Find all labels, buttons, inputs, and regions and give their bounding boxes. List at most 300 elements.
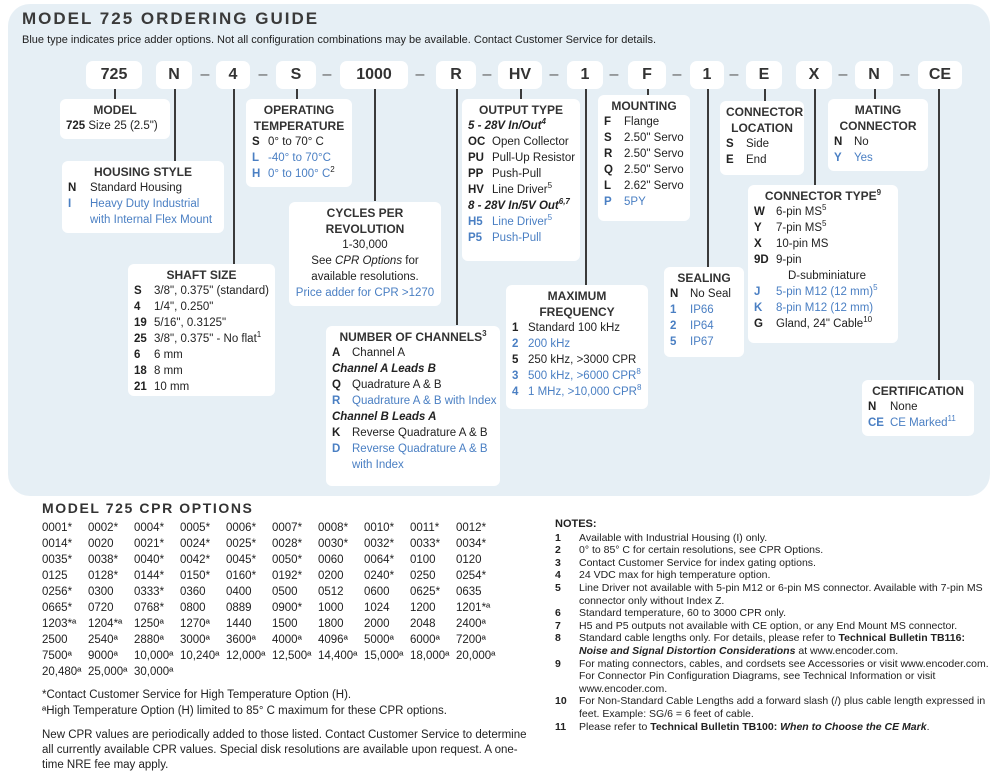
cpr-value: 7500ª	[42, 650, 72, 662]
mounting-code: Q	[604, 164, 613, 176]
connector-location-desc: Side	[746, 138, 770, 150]
page-title: MODEL 725 ORDERING GUIDE	[22, 9, 320, 28]
cpr-value: 0034*	[456, 538, 487, 550]
cpr-value: 0250	[410, 570, 436, 582]
code-segment-connector-location: E	[746, 61, 782, 89]
note-text-part: Standard temperature, 60 to 3000 CPR only.	[579, 607, 787, 620]
shaft-desc: 1/4", 0.250"	[154, 301, 214, 313]
channel-desc-cont: with Index	[352, 459, 404, 471]
code-segment-model: 725	[86, 61, 142, 89]
code-dash: –	[415, 66, 425, 83]
leader-line-cycles	[374, 89, 376, 201]
cpr-value: 0025*	[226, 538, 257, 550]
cpr-footnote: ªHigh Temperature Option (H) limited to 85° C maximum for these CPR options.	[42, 705, 447, 717]
cpr-value: 0001*	[42, 522, 73, 534]
connector-type-desc: Gland, 24" Cable	[776, 318, 864, 330]
note-text-part: Standard cable lengths only. For details, please refer to	[579, 632, 839, 645]
cycles-see: for	[402, 255, 419, 267]
leader-line-cert	[938, 89, 940, 380]
cpr-value: 20,480ª	[42, 666, 82, 678]
certification-code: CE	[868, 417, 884, 429]
cpr-value: 0100	[410, 554, 436, 566]
cpr-value: 0011*	[410, 522, 440, 534]
footnote-ref: 6,7	[558, 197, 570, 207]
temp-code: L	[252, 152, 260, 164]
cpr-value: 7200ª	[456, 634, 486, 646]
output-code: OC	[468, 136, 486, 148]
cpr-row	[42, 616, 502, 632]
cpr-value: 0028*	[272, 538, 303, 550]
cpr-value: 0040*	[134, 554, 165, 566]
cpr-value: 1201*ª	[456, 602, 491, 614]
code-dash: –	[482, 66, 492, 83]
cpr-value: 9000ª	[88, 650, 118, 662]
cpr-value: 25,000ª	[88, 666, 128, 678]
note-text	[579, 721, 995, 734]
footnote-ref: 2	[330, 165, 335, 175]
cycles-heading: REVOLUTION	[325, 222, 405, 236]
mounting-code: S	[604, 132, 612, 144]
mounting-desc: 2.50" Servo	[624, 148, 684, 160]
mating-heading: MATING	[854, 103, 902, 117]
output-subheading: 8 - 28V In/5V Out	[468, 200, 559, 212]
cpr-value: 0160*	[226, 570, 257, 582]
cpr-value: 1204*ª	[88, 618, 123, 630]
cpr-value: 0033*	[410, 538, 441, 550]
shaft-code: S	[134, 285, 142, 297]
mounting-desc: Flange	[624, 116, 660, 128]
model-code: 725	[66, 120, 86, 132]
shaft-desc: 3/8", 0.375" (standard)	[154, 285, 269, 297]
mating-connector-box	[828, 99, 928, 171]
channel-desc: Quadrature A & B	[352, 379, 442, 391]
temp-desc: 0° to 70° C	[268, 136, 324, 148]
note-text	[579, 695, 995, 720]
output-code: PU	[468, 152, 484, 164]
note-bulletin-ref: Technical Bulletin TB100:	[650, 720, 781, 733]
note-item	[555, 532, 995, 545]
footnote-ref: 5	[873, 283, 878, 293]
cpr-row	[42, 600, 502, 616]
shaft-code: 19	[134, 317, 147, 329]
cpr-value: 0014*	[42, 538, 73, 550]
certification-code: N	[868, 401, 877, 413]
frequency-code: 5	[512, 354, 519, 366]
note-text-part: Available with Industrial Housing (I) only.	[579, 531, 768, 544]
cpr-value: 30,000ª	[134, 666, 174, 678]
cpr-value: 0008*	[318, 522, 349, 534]
cpr-value: 1800	[318, 618, 344, 630]
shaft-size-box	[128, 264, 275, 396]
code-segment-mounting: F	[628, 61, 666, 89]
code-dash: –	[258, 66, 268, 83]
note-text-part: For Non-Standard Cable Lengths add a forward slash (/) plus cable length expressed in feet. Example: SG/6 = 6 feet of cable.	[579, 695, 986, 720]
output-desc: Line Driver	[492, 216, 548, 228]
code-dash: –	[672, 66, 682, 83]
leader-line-housing	[174, 89, 176, 161]
code-dash: –	[900, 66, 910, 83]
cpr-value: 0150*	[180, 570, 211, 582]
note-number: 5	[555, 581, 561, 594]
channel-desc: Quadrature A & B with Index	[352, 395, 497, 407]
shaft-desc: 8 mm	[154, 365, 183, 377]
note-text	[579, 620, 995, 633]
mounting-desc: 2.50" Servo	[624, 132, 684, 144]
mounting-code: R	[604, 148, 613, 160]
temp-desc: 0° to 100° C	[268, 168, 331, 180]
note-item	[555, 658, 995, 696]
cpr-value: 10,000ª	[134, 650, 174, 662]
connector-type-box	[748, 185, 898, 343]
note-number: 3	[555, 556, 561, 569]
cpr-value: 2500	[42, 634, 68, 646]
connector-type-code: 9D	[754, 254, 769, 266]
connector-location-desc: End	[746, 154, 767, 166]
output-code: P5	[468, 232, 483, 244]
cpr-value: 0720	[88, 602, 114, 614]
footnote-ref: 4	[541, 117, 546, 127]
cpr-value: 0254*	[456, 570, 487, 582]
note-text-part: Contact Customer Service for index gating options.	[579, 556, 816, 569]
note-text	[579, 544, 995, 557]
cpr-value: 12,500ª	[272, 650, 312, 662]
cpr-options-ref: CPR Options	[334, 255, 403, 267]
code-dash: –	[838, 66, 848, 83]
certification-heading: CERTIFICATION	[872, 384, 964, 398]
channels-heading: NUMBER OF CHANNELS	[339, 330, 483, 344]
cpr-value: 2048	[410, 618, 436, 630]
cpr-value: 5000ª	[364, 634, 394, 646]
note-text-part: Please refer to	[579, 720, 651, 733]
cpr-value: 2000	[364, 618, 390, 630]
channel-desc: Reverse Quadrature A & B	[352, 427, 488, 439]
cpr-note: New CPR values are periodically added to those listed. Contact Customer Service to determine	[42, 729, 527, 741]
cpr-value: 0020	[88, 538, 114, 550]
connector-type-code: Y	[754, 222, 762, 234]
cpr-options-title: MODEL 725 CPR OPTIONS	[42, 500, 254, 516]
cpr-value: 4096ª	[318, 634, 348, 646]
mounting-box	[598, 95, 690, 221]
cpr-value: 0240*	[364, 570, 395, 582]
footnote-ref: 5	[822, 203, 827, 213]
output-desc: Pull-Up Resistor	[492, 152, 576, 164]
cpr-value: 0064*	[364, 554, 395, 566]
code-dash: –	[609, 66, 619, 83]
note-number: 8	[555, 632, 561, 645]
frequency-heading: FREQUENCY	[539, 305, 615, 319]
output-desc: Line Driver	[492, 184, 548, 196]
code-segment-frequency: 1	[567, 61, 603, 89]
note-item	[555, 582, 995, 607]
cpr-value: 0144*	[134, 570, 165, 582]
code-dash: –	[549, 66, 559, 83]
cpr-value: 0045*	[226, 554, 257, 566]
channel-code: A	[332, 347, 341, 359]
note-bulletin-title: When to Choose the CE Mark	[780, 720, 927, 733]
sealing-code: N	[670, 288, 679, 300]
note-item	[555, 620, 995, 633]
frequency-desc: 200 kHz	[528, 338, 571, 350]
connector-type-desc: 7-pin MS	[776, 222, 823, 234]
code-segment-cycles: 1000	[340, 61, 408, 89]
leader-line-shaft	[233, 89, 235, 264]
footnote-ref: 1	[256, 330, 262, 340]
cpr-row	[42, 632, 502, 648]
note-text-part: H5 and P5 outputs not available with CE option, or any End Mount MS connector.	[579, 619, 958, 632]
channel-code: K	[332, 427, 341, 439]
cpr-value: 1200	[410, 602, 436, 614]
connector-type-code: X	[754, 238, 762, 250]
cpr-value: 0002*	[88, 522, 119, 534]
cpr-value: 0004*	[134, 522, 165, 534]
cpr-value: 0006*	[226, 522, 257, 534]
cpr-row	[42, 552, 502, 568]
channel-code: R	[332, 395, 341, 407]
mating-code: Y	[834, 152, 842, 164]
connector-type-desc: 10-pin MS	[776, 238, 829, 250]
cpr-value: 0333*	[134, 586, 165, 598]
cpr-value: 0125	[42, 570, 68, 582]
note-number: 7	[555, 619, 561, 632]
leader-line-connector-type	[814, 89, 816, 185]
note-number: 10	[555, 695, 567, 708]
shaft-code: 6	[134, 349, 141, 361]
cpr-note: all currently available CPR values. Special disk resolutions are available upon request. A one-	[42, 744, 518, 756]
cycles-range: 1-30,000	[342, 239, 388, 251]
cpr-value: 1270ª	[180, 618, 210, 630]
connector-type-desc: 5-pin M12 (12 mm)	[776, 286, 874, 298]
footnote-ref: 5	[822, 219, 827, 229]
channels-subheading: Channel B Leads A	[332, 411, 437, 423]
output-type-box	[462, 99, 580, 261]
connector-type-code: K	[754, 302, 763, 314]
sealing-heading: SEALING	[677, 271, 731, 285]
footnote-ref: 9	[876, 188, 882, 197]
note-text-part: 24 VDC max for high temperature option.	[579, 569, 771, 582]
cpr-value: 2880ª	[134, 634, 164, 646]
note-item	[555, 721, 995, 734]
mating-code: N	[834, 136, 843, 148]
cpr-value: 0012*	[456, 522, 487, 534]
note-item	[555, 607, 995, 620]
cpr-value: 0050*	[272, 554, 303, 566]
sealing-desc: IP66	[690, 304, 714, 316]
cpr-value: 0030*	[318, 538, 349, 550]
connector-type-heading: CONNECTOR TYPE	[764, 189, 877, 203]
leader-line-mating	[874, 89, 876, 99]
sealing-code: 2	[670, 320, 677, 332]
cpr-value: 0032*	[364, 538, 395, 550]
frequency-desc: 1 MHz, >10,000 CPR	[528, 386, 637, 398]
footnote-ref: 8	[636, 383, 642, 393]
cpr-value: 14,400ª	[318, 650, 358, 662]
housing-desc: Standard Housing	[90, 182, 183, 194]
note-number: 9	[555, 657, 561, 670]
cpr-value: 6000ª	[410, 634, 440, 646]
cpr-value: 0635	[456, 586, 482, 598]
cpr-value: 2540ª	[88, 634, 118, 646]
cpr-value: 0128*	[88, 570, 119, 582]
sealing-desc: No Seal	[690, 288, 731, 300]
code-segment-cert: CE	[918, 61, 962, 89]
cpr-value: 0010*	[364, 522, 395, 534]
note-item	[555, 569, 995, 582]
cpr-row	[42, 536, 502, 552]
cpr-value: 0768*	[134, 602, 165, 614]
cpr-value: 0007*	[272, 522, 303, 534]
note-text-part: For mating connectors, cables, and cordsets see Accessories or visit www.encoder.com. For Connector Pin Configuration Diagrams, see Technical Information or visit www.encoder.com.	[579, 657, 989, 695]
note-item	[555, 695, 995, 720]
cpr-value: 0005*	[180, 522, 211, 534]
output-code: HV	[468, 184, 484, 196]
housing-desc: Heavy Duty Industrial	[90, 198, 200, 210]
channel-code: D	[332, 443, 341, 455]
cycles-see: See	[311, 255, 335, 267]
mounting-code: P	[604, 196, 612, 208]
temp-code: S	[252, 136, 260, 148]
cpr-value: 0024*	[180, 538, 211, 550]
note-bulletin-title: Noise and Signal Distortion Considerations	[579, 644, 796, 657]
note-text	[579, 569, 995, 582]
temp-code: H	[252, 168, 261, 180]
mating-desc: Yes	[854, 152, 873, 164]
shaft-desc: 6 mm	[154, 349, 183, 361]
frequency-heading: MAXIMUM	[547, 289, 607, 303]
notes-list	[555, 532, 995, 734]
sealing-box	[664, 267, 744, 357]
mounting-code: L	[604, 180, 612, 192]
note-bulletin-ref: Technical Bulletin TB116:	[838, 632, 965, 645]
cpr-value: 0192*	[272, 570, 303, 582]
cpr-value: 1250ª	[134, 618, 164, 630]
connector-location-code: E	[726, 154, 734, 166]
cpr-value: 4000ª	[272, 634, 302, 646]
mounting-code: F	[604, 116, 612, 128]
cpr-value: 0800	[180, 602, 206, 614]
cpr-value: 0060	[318, 554, 344, 566]
cpr-value: 20,000ª	[456, 650, 496, 662]
sealing-code: 1	[670, 304, 677, 316]
connector-location-box	[720, 101, 804, 175]
output-desc: Open Collector	[492, 136, 569, 148]
connector-type-desc: 9-pin	[776, 254, 802, 266]
note-text-part: at www.encoder.com.	[795, 644, 899, 657]
shaft-heading: SHAFT SIZE	[166, 268, 237, 282]
certification-box	[862, 380, 974, 436]
note-text-part: .	[926, 720, 930, 733]
connector-type-desc-cont: D-subminiature	[788, 270, 866, 282]
temp-heading: OPERATING	[263, 103, 335, 117]
model-box	[60, 99, 170, 139]
mounting-desc: 5PY	[624, 196, 646, 208]
number-of-channels-box	[326, 326, 500, 486]
frequency-code: 3	[512, 370, 519, 382]
channels-subheading: Channel A Leads B	[332, 363, 436, 375]
code-dash: –	[322, 66, 332, 83]
cycles-per-revolution-box	[289, 202, 441, 306]
certification-desc: None	[890, 401, 918, 413]
leader-line-output	[520, 89, 522, 99]
note-text	[579, 532, 995, 545]
code-segment-connector-type: X	[796, 61, 832, 89]
note-number: 4	[555, 569, 561, 582]
cpr-value: 0256*	[42, 586, 73, 598]
connector-location-heading: LOCATION	[731, 121, 793, 135]
mating-desc: No	[854, 136, 869, 148]
cpr-value: 0038*	[88, 554, 119, 566]
notes-section	[555, 518, 995, 733]
cpr-value: 0889	[226, 602, 252, 614]
output-desc: Push-Pull	[492, 232, 542, 244]
cpr-row	[42, 584, 502, 600]
cpr-value: 0512	[318, 586, 344, 598]
footnote-ref: 11	[947, 414, 956, 424]
sealing-desc: IP67	[690, 336, 714, 348]
cpr-value: 0035*	[42, 554, 73, 566]
model-heading: MODEL	[93, 103, 137, 117]
footnote-ref: 3	[482, 329, 487, 338]
code-segment-mating: N	[855, 61, 893, 89]
note-number: 6	[555, 607, 561, 620]
cpr-value: 18,000ª	[410, 650, 450, 662]
note-text	[579, 658, 995, 696]
cycles-note: available resolutions.	[311, 271, 419, 283]
note-text	[579, 557, 995, 570]
shaft-code: 25	[134, 333, 147, 345]
maximum-frequency-box	[506, 285, 648, 409]
cpr-row	[42, 664, 502, 680]
footnote-ref: 5	[547, 213, 553, 223]
cpr-value: 0600	[364, 586, 390, 598]
model-desc: Size 25 (2.5")	[88, 120, 158, 132]
housing-code: N	[68, 182, 77, 194]
cpr-row	[42, 520, 502, 536]
output-code: PP	[468, 168, 484, 180]
leader-line-model	[114, 89, 116, 99]
cpr-row	[42, 568, 502, 584]
note-number: 11	[555, 720, 567, 733]
mounting-desc: 2.50" Servo	[624, 164, 684, 176]
temp-heading: TEMPERATURE	[253, 119, 345, 133]
connector-location-heading: CONNECTOR	[726, 105, 804, 119]
footnote-ref: 10	[863, 315, 873, 325]
cpr-value: 3000ª	[180, 634, 210, 646]
output-code: H5	[468, 216, 483, 228]
cpr-value: 0625*	[410, 586, 441, 598]
note-item	[555, 632, 995, 657]
note-text-part: 0° to 85° C for certain resolutions, see CPR Options.	[579, 544, 824, 557]
channel-desc: Reverse Quadrature A & B	[352, 443, 488, 455]
connector-type-code: W	[754, 206, 765, 218]
note-number: 1	[555, 531, 561, 544]
leader-line-frequency	[585, 89, 587, 285]
output-desc: Push-Pull	[492, 168, 542, 180]
notes-heading: NOTES:	[555, 518, 597, 530]
footnote-ref: 8	[636, 367, 641, 377]
shaft-code: 18	[134, 365, 147, 377]
note-text	[579, 607, 995, 620]
cycles-heading: CYCLES PER	[326, 206, 404, 220]
shaft-desc: 5/16", 0.3125"	[154, 317, 227, 329]
shaft-code: 4	[134, 301, 141, 313]
code-segment-sealing: 1	[690, 61, 724, 89]
frequency-code: 1	[512, 322, 519, 334]
connector-type-code: G	[754, 318, 763, 330]
connector-location-code: S	[726, 138, 734, 150]
cpr-footnote: *Contact Customer Service for High Temperature Option (H).	[42, 689, 352, 701]
cpr-value: 12,000ª	[226, 650, 266, 662]
certification-desc: CE Marked	[890, 417, 948, 429]
